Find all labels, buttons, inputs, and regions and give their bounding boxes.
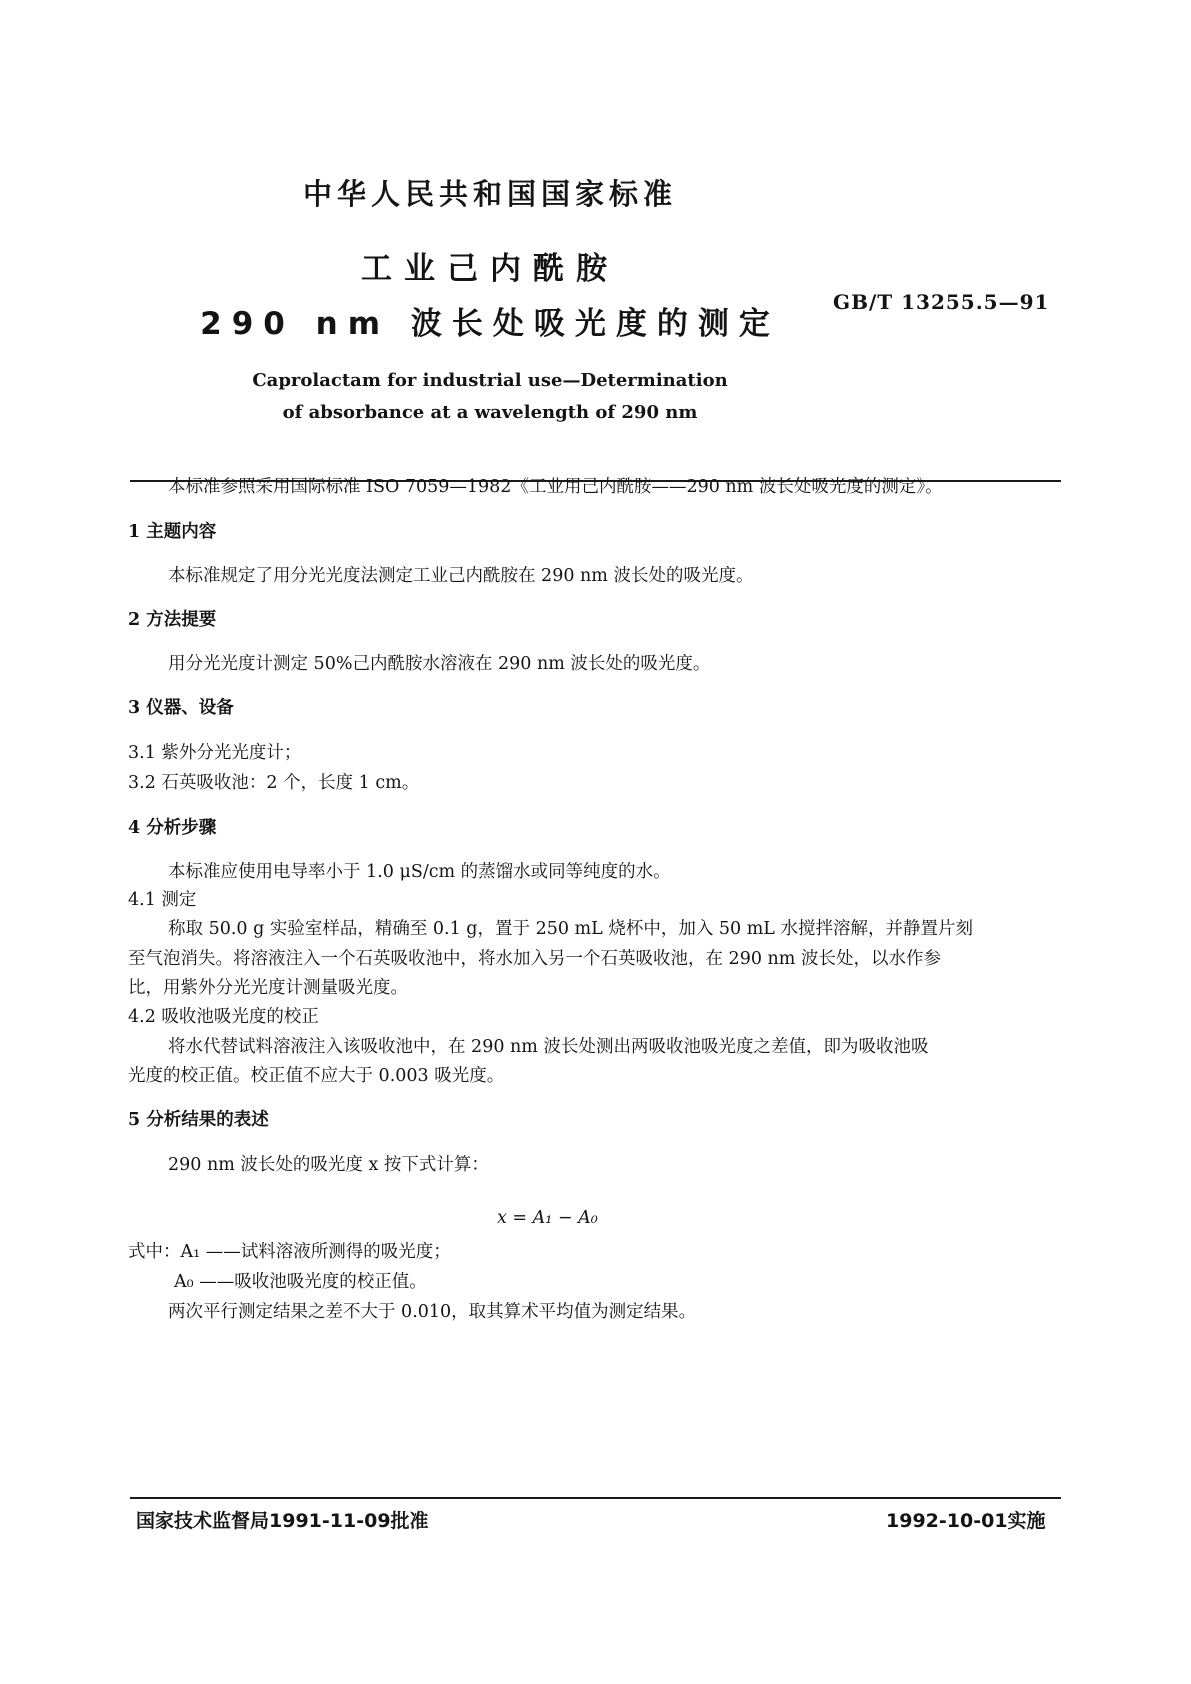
section-5-heading: 5 分析结果的表述 — [128, 1110, 269, 1130]
formula-where-a0: A₀ ——吸收池吸光度的校正值。 — [174, 1272, 427, 1292]
national-standard-heading: 中华人民共和国国家标准 — [302, 177, 677, 211]
section-4-1-line2: 至气泡消失。将溶液注入一个石英吸收池中，将水加入另一个石英吸收池，在 290 nm 波长处，以水作参 — [128, 949, 941, 969]
section-1-text: 本标准规定了用分光光度法测定工业己内酰胺在 290 nm 波长处的吸光度。 — [168, 566, 754, 586]
section-5-final: 两次平行测定结果之差不大于 0.010，取其算术平均值为测定结果。 — [168, 1302, 697, 1322]
section-4-text: 本标准应使用电导率小于 1.0 μS/cm 的蒸馏水或同等纯度的水。 — [168, 862, 671, 882]
title-cn-line2: 290 nm 波长处吸光度的测定 — [200, 306, 780, 342]
title-en-line1: Caprolactam for industrial use—Determination — [252, 370, 728, 391]
title-en-line2: of absorbance at a wavelength of 290 nm — [282, 402, 698, 423]
section-1-heading: 1 主题内容 — [128, 522, 217, 542]
section-4-heading: 4 分析步骤 — [128, 818, 217, 838]
section-4-1-line3: 比，用紫外分光光度计测量吸光度。 — [128, 978, 408, 998]
title-cn-line1: 工业己内酰胺 — [361, 251, 619, 287]
section-2-text: 用分光光度计测定 50%己内酰胺水溶液在 290 nm 波长处的吸光度。 — [168, 654, 711, 674]
approval-date: 国家技术监督局1991-11-09批准 — [136, 1510, 429, 1532]
formula: x = A₁ − A₀ — [497, 1208, 598, 1228]
section-4-2-line2: 光度的校正值。校正值不应大于 0.003 吸光度。 — [128, 1066, 505, 1086]
section-4-2-line1: 将水代替试料溶液注入该吸收池中，在 290 nm 波长处测出两吸收池吸光度之差值，即为吸收池吸 — [168, 1037, 929, 1057]
section-2-heading: 2 方法提要 — [128, 610, 217, 630]
section-5-text: 290 nm 波长处的吸光度 x 按下式计算： — [168, 1155, 489, 1175]
formula-where-a1: 式中：A₁ ——试料溶液所测得的吸光度； — [128, 1242, 451, 1262]
intro-paragraph: 本标准参照采用国际标准 ISO 7059—1982《工业用己内酰胺——290 nm 波长处吸光度的测定》。 — [168, 477, 943, 497]
section-4-2-heading: 4.2 吸收池吸光度的校正 — [128, 1007, 319, 1027]
section-3-2-item: 3.2 石英吸收池：2 个，长度 1 cm。 — [128, 773, 420, 793]
section-4-1-heading: 4.1 测定 — [128, 890, 197, 910]
footer-divider — [130, 1497, 1061, 1499]
effective-date: 1992-10-01实施 — [886, 1510, 1046, 1532]
section-3-heading: 3 仪器、设备 — [128, 698, 234, 718]
standard-code: GB/T 13255.5—91 — [833, 290, 1050, 314]
section-3-1-item: 3.1 紫外分光光度计； — [128, 743, 302, 763]
section-4-1-line1: 称取 50.0 g 实验室样品，精确至 0.1 g，置于 250 mL 烧杯中，加入 50 mL 水搅拌溶解，并静置片刻 — [168, 919, 973, 939]
